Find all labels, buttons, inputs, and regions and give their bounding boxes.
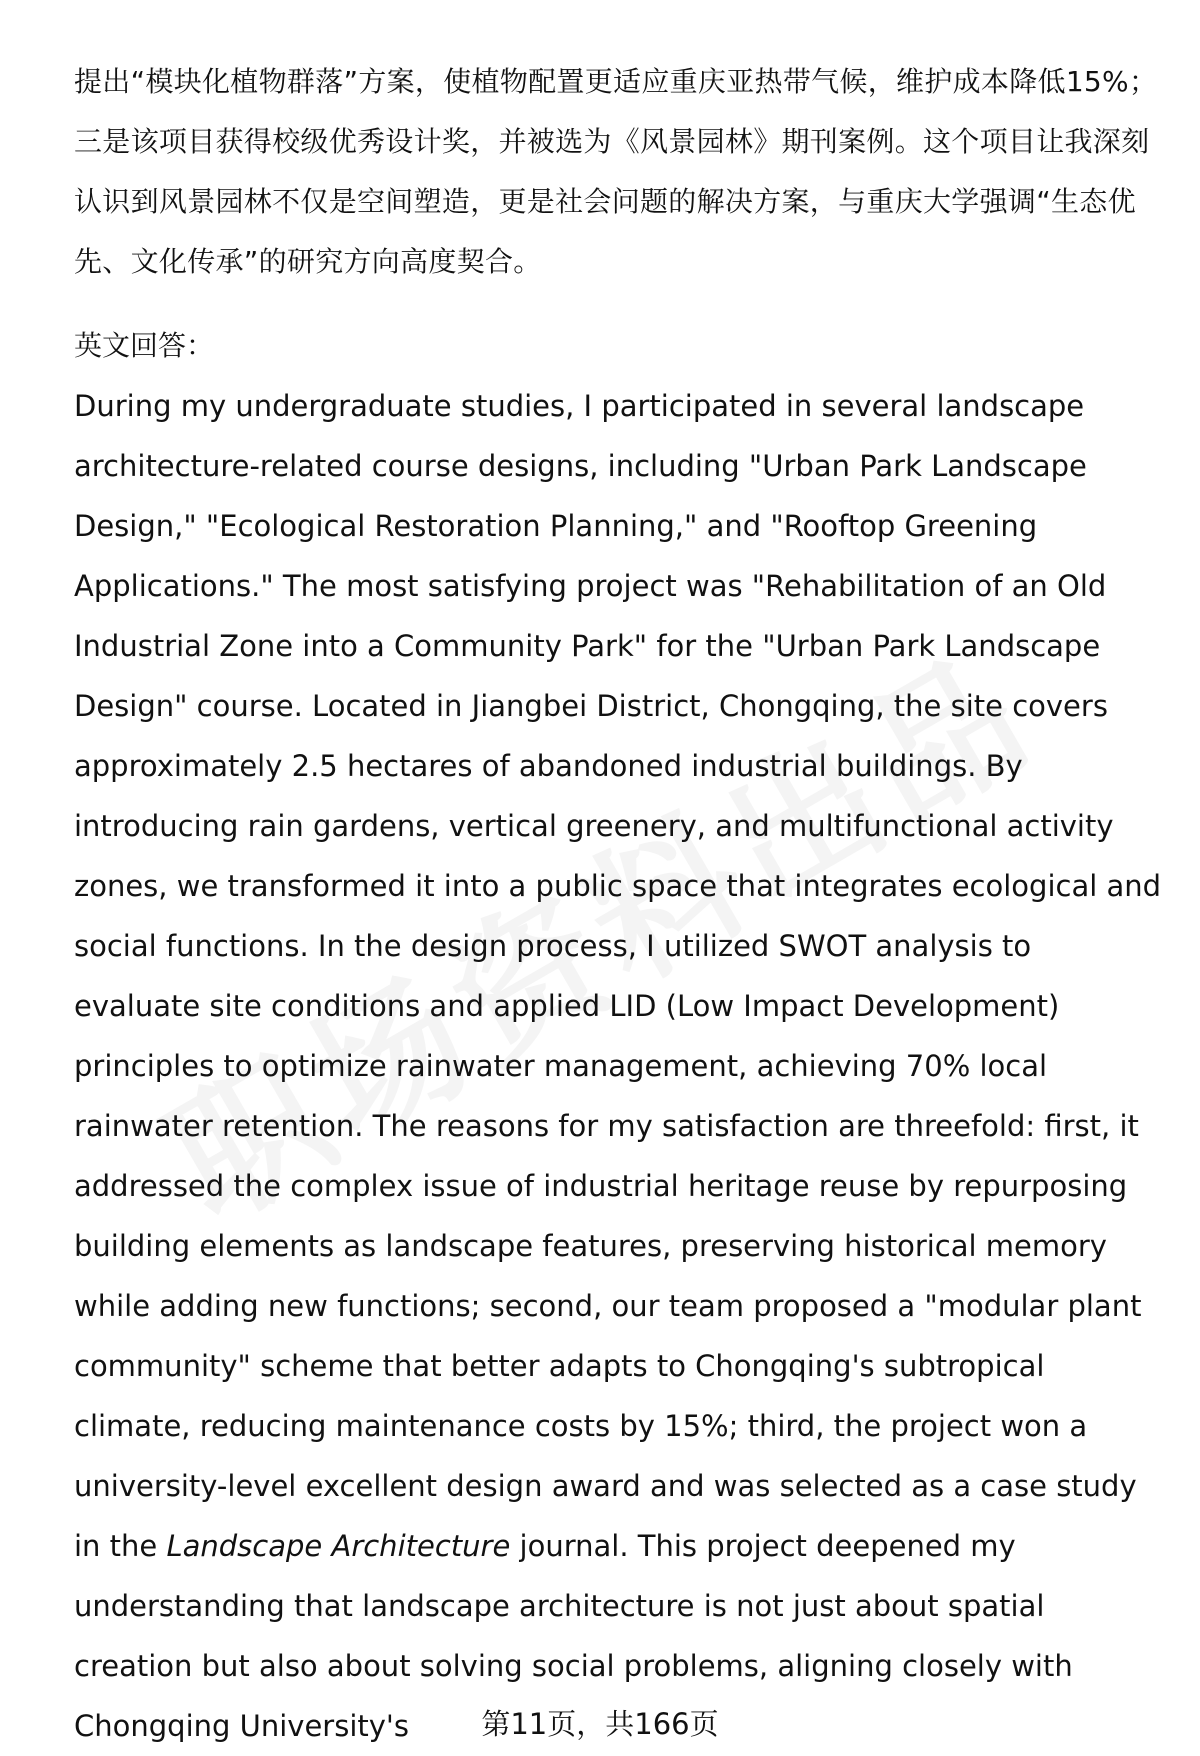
english-answer-text-end: journal. This project deepened my understanding that landscape architecture is not just about spatial creation but also about solving social problems, aligning closely with Chongqing University's bbox=[74, 1529, 1073, 1743]
english-answer-text-start: During my undergraduate studies, I participated in several landscape architecture-related course designs, including "Urban Park Landscape Design," "Ecological Restoration Planning," and "Rooftop Greening Applications." The most satisfying project was "Rehabilitation of an Old Industrial Zone into a Community Park" for the "Urban Park Landscape Design" course. Located in Jiangbei District, Chongqing, the site covers approximately 2.5 hectares of abandoned industrial buildings. By introducing rain gardens, vertical greenery, and multifunctional activity zones, we transformed it into a public space that integrates ecological and social functions. In the design process, I utilized SWOT analysis to evaluate site conditions and applied LID (Low Impact Development) principles to optimize rainwater management, achieving 70% local rainwater retention. The reasons for my satisfaction are threefold: first, it addressed the complex issue of industrial heritage reuse by repurposing building elements as landscape features, preserving historical memory while adding new functions; second, our team proposed a "modular plant community" scheme that better adapts to Chongqing's subtropical climate, reducing maintenance costs by 15%; third, the project won a university-level excellent design award and was selected as a case study in the bbox=[74, 389, 1162, 1563]
chinese-answer-paragraph: 提出“模块化植物群落”方案，使植物配置更适应重庆亚热带气候，维护成本降低15%；三是该项目获得校级优秀设计奖，并被选为《风景园林》期刊案例。这个项目让我深刻认识到风景园林不仅是空间塑造，更是社会问题的解决方案，与重庆大学强调“生态优先、文化传承”的研究方向高度契合。 bbox=[74, 65, 1158, 278]
document-body bbox=[74, 52, 1162, 1756]
journal-title: Landscape Architecture bbox=[166, 1529, 511, 1563]
english-answer-label: 英文回答： bbox=[74, 329, 215, 362]
page-number-footer: 第11页，共166页 bbox=[481, 1707, 719, 1741]
english-answer-paragraph bbox=[74, 376, 1162, 1756]
